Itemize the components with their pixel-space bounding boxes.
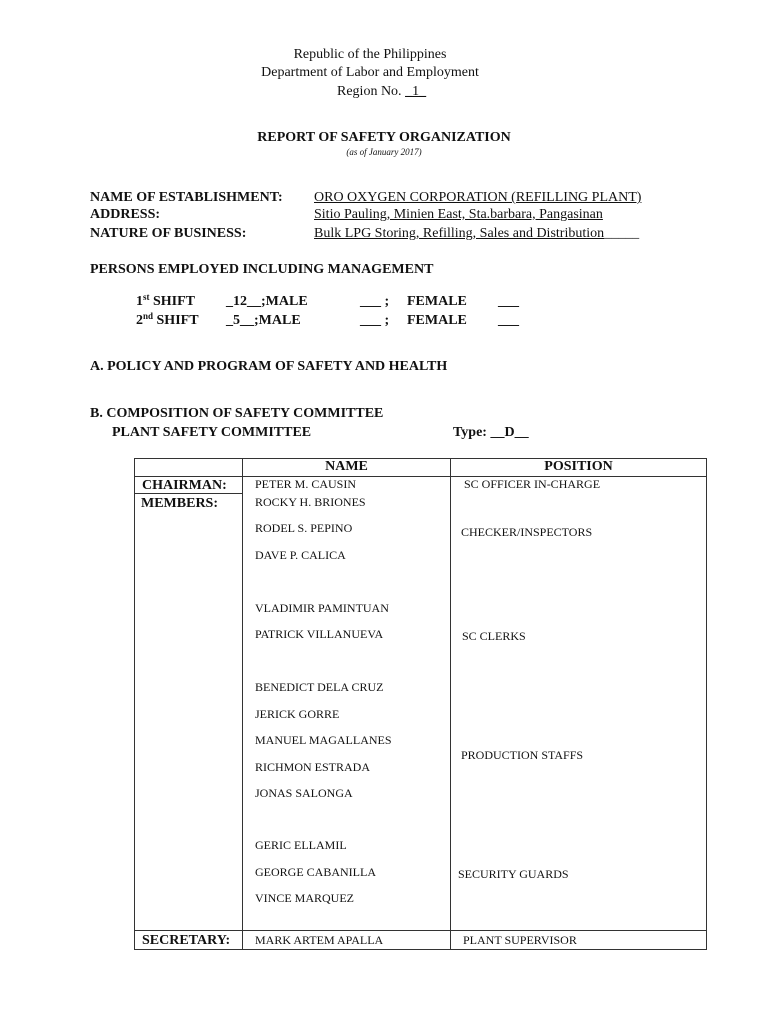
member-name: JERICK GORRE xyxy=(255,707,340,721)
chairman-label: CHAIRMAN: xyxy=(142,478,227,493)
shift2-label: 2nd SHIFT xyxy=(136,311,199,328)
establishment-name-label: NAME OF ESTABLISHMENT: xyxy=(90,190,283,205)
member-name: MANUEL MAGALLANES xyxy=(255,733,392,747)
business-label: NATURE OF BUSINESS: xyxy=(90,226,247,241)
shift1-female-label: FEMALE xyxy=(407,294,467,309)
position-label: CHECKER/INSPECTORS xyxy=(461,525,593,539)
shift2-male-blank: ___ ; xyxy=(360,313,390,328)
shift2-female-label: FEMALE xyxy=(407,313,467,328)
member-name: JONAS SALONGA xyxy=(255,786,353,800)
chairman-name: PETER M. CAUSIN xyxy=(255,477,357,491)
secretary-label: SECRETARY: xyxy=(142,933,231,948)
committee-type xyxy=(453,425,529,441)
business-value-line xyxy=(314,226,639,242)
member-name: ROCKY H. BRIONES xyxy=(255,495,366,509)
region-value: _1_ xyxy=(405,84,427,99)
section-b-heading: B. COMPOSITION OF SAFETY COMMITTEE xyxy=(90,406,384,421)
persons-heading: PERSONS EMPLOYED INCLUDING MANAGEMENT xyxy=(90,262,434,277)
member-name: GEORGE CABANILLA xyxy=(255,865,376,879)
report-subtitle: (as of January 2017) xyxy=(346,147,422,157)
shift1-count: _12__ xyxy=(226,294,261,309)
section-a-heading: A. POLICY AND PROGRAM OF SAFETY AND HEALTH xyxy=(90,359,448,374)
member-name: VLADIMIR PAMINTUAN xyxy=(255,601,389,615)
shift2-female-blank: ___ xyxy=(498,313,519,328)
member-name: DAVE P. CALICA xyxy=(255,548,346,562)
member-name: RICHMON ESTRADA xyxy=(255,760,371,774)
report-title: REPORT OF SAFETY ORGANIZATION xyxy=(257,130,511,145)
shift1-male xyxy=(226,294,308,310)
region-line xyxy=(337,84,426,100)
col-name-header: NAME xyxy=(325,459,368,474)
position-label: SECURITY GUARDS xyxy=(458,867,569,881)
type-value: __D__ xyxy=(490,425,529,440)
business-value: Bulk LPG Storing, Refilling, Sales and Distribution xyxy=(314,226,605,241)
section-b-sub: PLANT SAFETY COMMITTEE xyxy=(112,425,312,440)
type-label: Type: xyxy=(453,425,487,440)
position-label: PRODUCTION STAFFS xyxy=(461,748,584,762)
member-name: VINCE MARQUEZ xyxy=(255,891,354,905)
shift1-male-label: ;MALE xyxy=(261,294,308,309)
shift2-male-label: ;MALE xyxy=(254,313,301,328)
shift1-label: 1st SHIFT xyxy=(136,292,196,309)
shift1-male-blank: ___ ; xyxy=(360,294,390,309)
col-position-header: POSITION xyxy=(544,459,613,474)
position-label: SC CLERKS xyxy=(462,629,526,643)
establishment-name-value: ORO OXYGEN CORPORATION (REFILLING PLANT) xyxy=(314,190,642,205)
region-label: Region No. xyxy=(337,84,402,99)
member-name: PATRICK VILLANUEVA xyxy=(255,627,384,641)
shift1-female-blank: ___ xyxy=(498,294,519,309)
chairman-position: SC OFFICER IN-CHARGE xyxy=(464,477,601,491)
member-name: GERIC ELLAMIL xyxy=(255,838,347,852)
business-trail: _____ xyxy=(604,226,640,241)
address-label: ADDRESS: xyxy=(90,207,161,222)
republic-line: Republic of the Philippines xyxy=(293,47,447,62)
members-label: MEMBERS: xyxy=(141,496,218,511)
shift2-count: _5__ xyxy=(226,313,254,328)
secretary-name: MARK ARTEM APALLA xyxy=(255,933,384,947)
department-line: Department of Labor and Employment xyxy=(261,65,479,80)
shift2-male xyxy=(226,313,301,329)
member-name: RODEL S. PEPINO xyxy=(255,521,353,535)
member-name: BENEDICT DELA CRUZ xyxy=(255,680,384,694)
address-value: Sitio Pauling, Minien East, Sta.barbara, Pangasinan xyxy=(314,207,603,222)
secretary-position: PLANT SUPERVISOR xyxy=(463,933,577,947)
